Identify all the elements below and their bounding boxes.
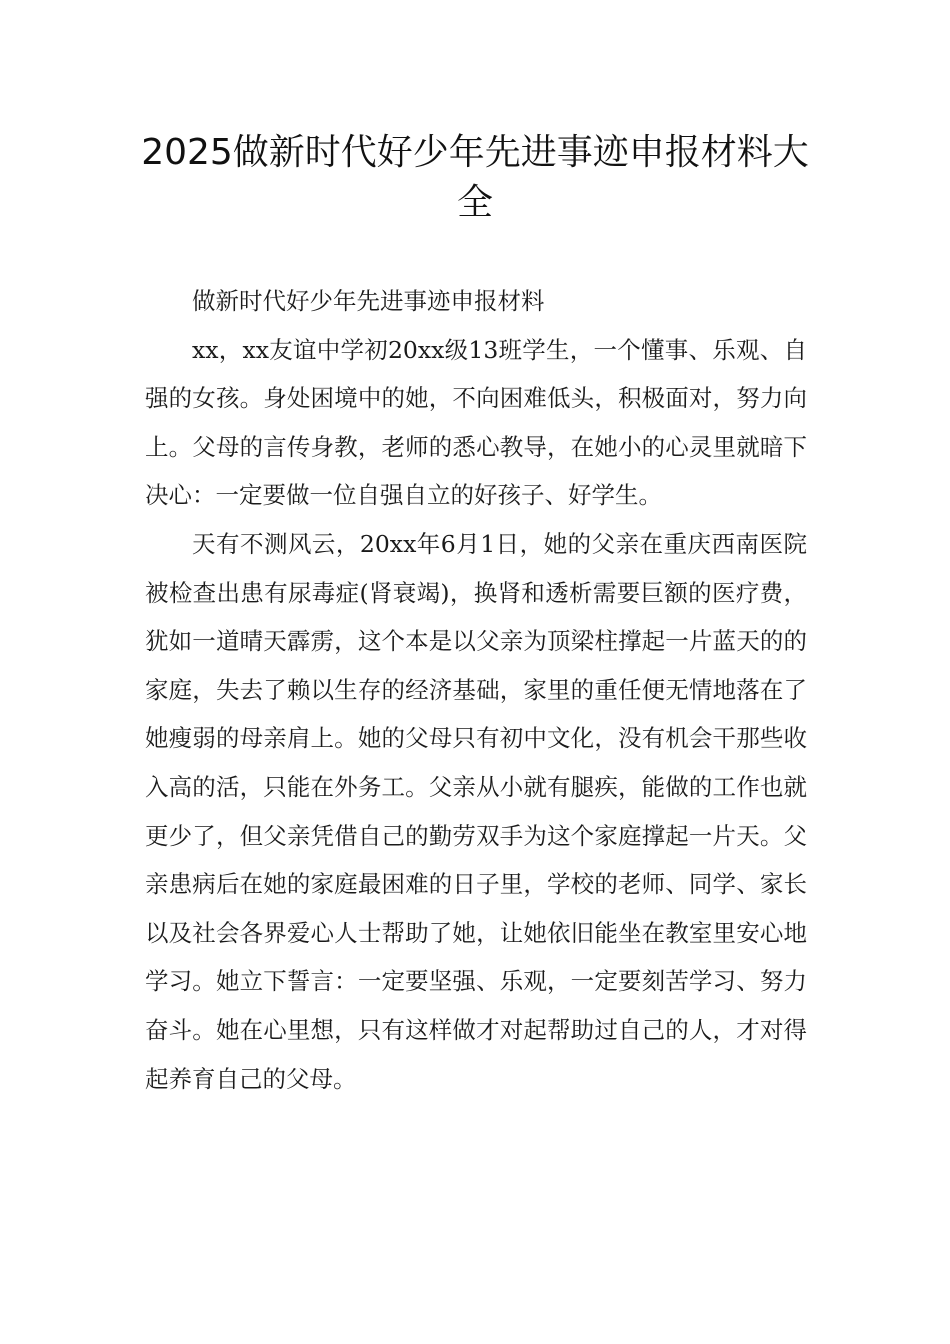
document-subtitle: 做新时代好少年先进事迹申报材料 (192, 287, 545, 315)
paragraph-2: 天有不测风云，20xx年6月1日，她的父亲在重庆西南医院被检查出患有尿毒症(肾衰竭)，换肾和透析需要巨额的医疗费，犹如一道晴天霹雳，这个本是以父亲为顶梁柱撑起一片蓝天的的家庭，失去了赖以生存的经济基础，家里的重任便无情地落在了她瘦弱的母亲肩上。她的父母只有初中文化，没有机会干那些收入高的活，只能在外务工。父亲从小就有腿疾，能做的工作也就更少了，但父亲凭借自己的勤劳双手为这个家庭撑起一片天。父亲患病后在她的家庭最困难的日子里，学校的老师、同学、家长以及社会各界爱心人士帮助了她，让她依旧能坐在教室里安心地学习。她立下誓言：一定要坚强、乐观，一定要刻苦学习、努力奋斗。她在心里想，只有这样做才对起帮助过自己的人，才对得起养育自己的父母。 (145, 529, 807, 1093)
document-title: 2025做新时代好少年先进事迹申报材料大全 (141, 132, 809, 223)
document-body (145, 277, 807, 1103)
paragraph-1: xx，xx友谊中学初20xx级13班学生，一个懂事、乐观、自强的女孩。身处困境中的她，不向困难低头，积极面对，努力向上。父母的言传身教，老师的悉心教导，在她小的心灵里就暗下决心：一定要做一位自强自立的好孩子、好学生。 (145, 335, 807, 510)
